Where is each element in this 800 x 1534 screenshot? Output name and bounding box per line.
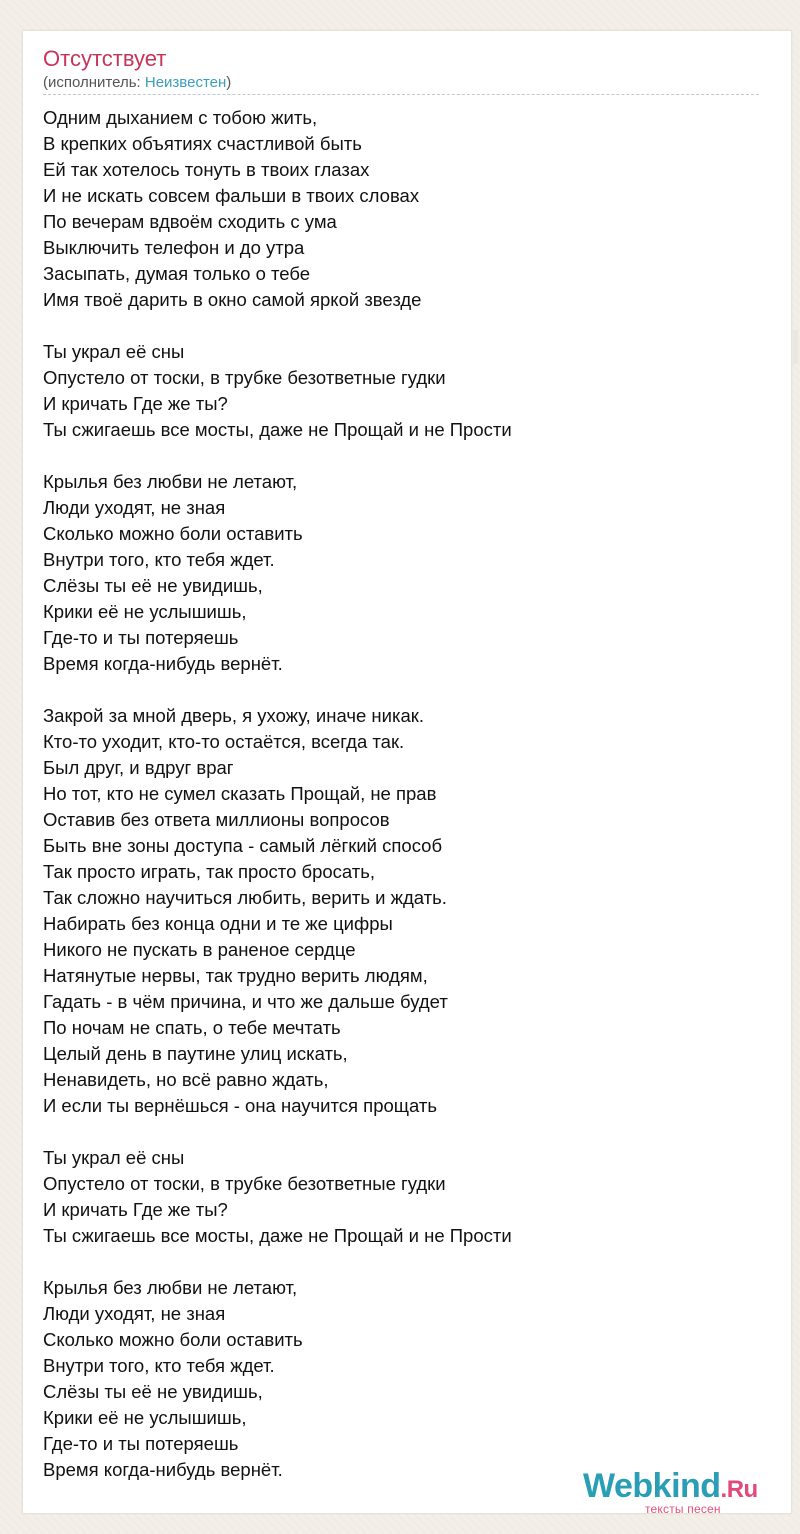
logo-tagline: тексты песен [645, 1502, 721, 1516]
lyric-line: Ты сжигаешь все мосты, даже не Прощай и не Прости [43, 419, 512, 440]
lyric-line: Слёзы ты её не увидишь, [43, 1381, 263, 1402]
lyric-line: Внутри того, кто тебя ждет. [43, 549, 275, 570]
lyric-line: Но тот, кто не сумел сказать Прощай, не прав [43, 783, 437, 804]
lyric-line: Натянутые нервы, так трудно верить людям, [43, 965, 428, 986]
lyric-line: Время когда-нибудь вернёт. [43, 653, 283, 674]
lyric-line: И кричать Где же ты? [43, 393, 228, 414]
lyric-line: Так просто играть, так просто бросать, [43, 861, 376, 882]
song-title: Отсутствует [43, 46, 167, 71]
logo-brand: Webkind [583, 1467, 721, 1505]
lyric-line: Ненавидеть, но всё равно ждать, [43, 1069, 329, 1090]
stanza-gap [43, 677, 763, 703]
lyric-line: Крики её не услышишь, [43, 1407, 247, 1428]
lyric-line: Люди уходят, не зная [43, 497, 226, 518]
artist-suffix: ) [226, 74, 232, 91]
lyric-line: Где-то и ты потеряешь [43, 1433, 239, 1454]
lyric-line: Сколько можно боли оставить [43, 1329, 303, 1350]
lyrics-text [43, 105, 763, 1483]
lyric-line: Ты сжигаешь все мосты, даже не Прощай и не Прости [43, 1225, 512, 1246]
lyric-line: Опустело от тоски, в трубке безответные гудки [43, 367, 446, 388]
lyric-line: Гадать - в чём причина, и что же дальше будет [43, 991, 448, 1012]
lyric-line: И кричать Где же ты? [43, 1199, 228, 1220]
lyric-line: Время когда-нибудь вернёт. [43, 1459, 283, 1480]
lyric-line: Целый день в паутине улиц искать, [43, 1043, 348, 1064]
artist-prefix: (исполнитель: [43, 74, 145, 91]
lyric-line: Засыпать, думая только о тебе [43, 263, 311, 284]
lyric-line: Сколько можно боли оставить [43, 523, 303, 544]
lyric-line: Никого не пускать в раненое сердце [43, 939, 356, 960]
webkind-logo[interactable] [583, 1466, 783, 1516]
lyric-line: Набирать без конца одни и те же цифры [43, 913, 393, 934]
lyric-line: И не искать совсем фальши в твоих словах [43, 185, 420, 206]
lyric-line: Люди уходят, не зная [43, 1303, 226, 1324]
lyric-line: Опустело от тоски, в трубке безответные гудки [43, 1173, 446, 1194]
lyric-line: Крылья без любви не летают, [43, 471, 298, 492]
artist-link[interactable]: Неизвестен [144, 74, 227, 91]
lyric-line: Слёзы ты её не увидишь, [43, 575, 263, 596]
stanza-gap [43, 313, 763, 339]
lyric-line: Быть вне зоны доступа - самый лёгкий способ [43, 835, 443, 856]
lyric-line: Одним дыханием с тобою жить, [43, 107, 318, 128]
lyric-line: Внутри того, кто тебя ждет. [43, 1355, 275, 1376]
lyric-line: Ты украл её сны [43, 341, 185, 362]
lyric-line: По ночам не спать, о тебе мечтать [43, 1017, 341, 1038]
lyric-line: Оставив без ответа миллионы вопросов [43, 809, 390, 830]
stanza-gap [43, 1249, 763, 1275]
logo-tld: .Ru [720, 1476, 758, 1503]
lyric-line: Ты украл её сны [43, 1147, 185, 1168]
lyric-line: Был друг, и вдруг враг [43, 757, 234, 778]
artist-line [43, 73, 231, 93]
scrollbar-thumb[interactable] [793, 330, 798, 364]
lyric-line: В крепких объятиях счастливой быть [43, 133, 362, 154]
stanza-gap [43, 443, 763, 469]
lyric-line: Так сложно научиться любить, верить и ждать. [43, 887, 447, 908]
stanza-gap [43, 1119, 763, 1145]
lyric-line: Ей так хотелось тонуть в твоих глазах [43, 159, 370, 180]
lyric-line: Закрой за мной дверь, я ухожу, иначе никак. [43, 705, 424, 726]
lyric-line: Кто-то уходит, кто-то остаётся, всегда так. [43, 731, 405, 752]
lyric-line: Крылья без любви не летают, [43, 1277, 298, 1298]
lyric-line: Где-то и ты потеряешь [43, 627, 239, 648]
lyric-line: По вечерам вдвоём сходить с ума [43, 211, 337, 232]
header-divider [43, 94, 759, 95]
lyric-line: Имя твоё дарить в окно самой яркой звезде [43, 289, 422, 310]
lyric-line: Выключить телефон и до утра [43, 237, 305, 258]
lyrics-card [22, 30, 792, 1514]
lyric-line: Крики её не услышишь, [43, 601, 247, 622]
lyric-line: И если ты вернёшься - она научится прощать [43, 1095, 437, 1116]
